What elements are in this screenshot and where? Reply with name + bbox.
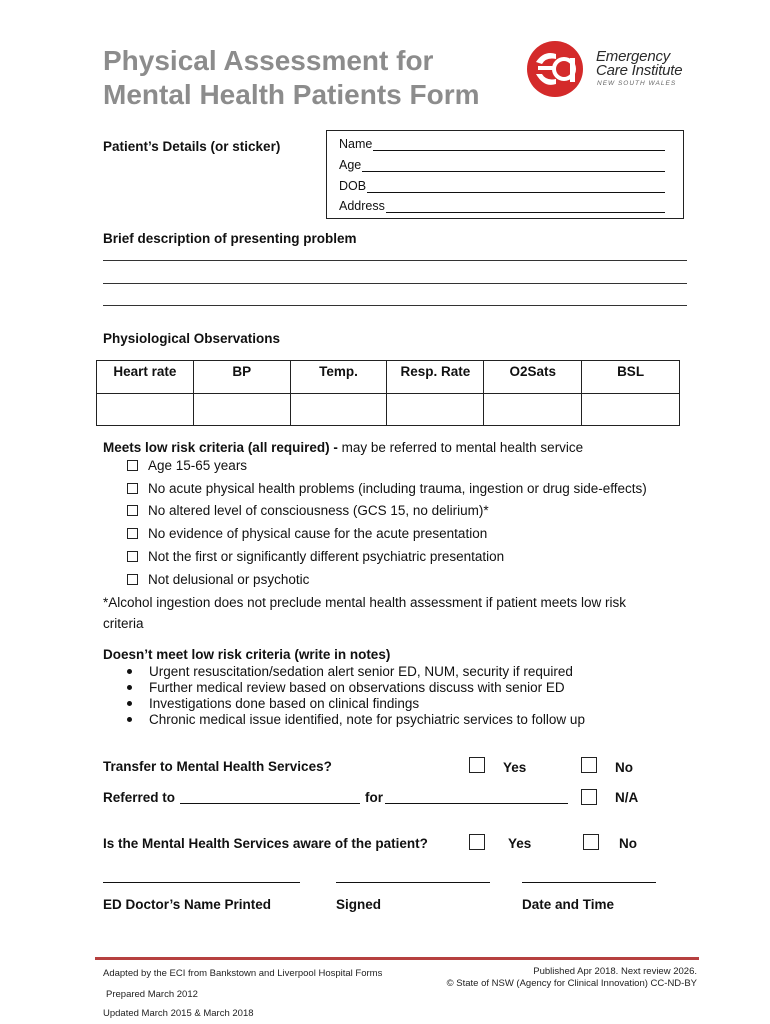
patient-details-label: Patient’s Details (or sticker) [103,139,281,154]
observations-table [96,360,680,426]
low-risk-item-label: No altered level of consciousness (GCS 15, no delirium)* [148,503,489,518]
eci-logo [526,40,696,98]
page-title [103,44,480,112]
publication-info [447,966,697,990]
aware-no-label: No [619,836,637,851]
low-risk-item[interactable] [127,549,504,564]
list-item-label: Chronic medical issue identified, note for psychiatric services to follow up [149,712,585,727]
adapted-text: Adapted by the ECI from Bankstown and Liverpool Hospital Forms [103,968,383,979]
name-label: Name [339,137,373,151]
low-risk-heading [103,440,583,455]
alcohol-note-line-2: criteria [103,616,144,631]
o2sats-header: O2Sats [484,361,582,394]
low-risk-item[interactable] [127,481,647,496]
low-risk-item-label: Not the first or significantly different psychiatric presentation [148,549,505,564]
list-item-label: Further medical review based on observations discuss with senior ED [149,680,565,695]
resp-rate-header: Resp. Rate [387,361,484,394]
referred-to-label: Referred to [103,790,176,805]
presenting-problem-label: Brief description of presenting problem [103,231,357,246]
patient-details-box [326,130,684,219]
logo-text [596,50,682,78]
low-risk-item[interactable] [127,458,247,473]
title-line-2: Mental Health Patients Form [103,79,480,110]
copyright-text: © State of NSW (Agency for Clinical Innovation) CC-ND-BY [446,978,697,989]
observations-label: Physiological Observations [103,331,281,346]
address-field[interactable] [339,199,665,213]
not-low-risk-heading: Doesn’t meet low risk criteria (write in notes) [103,647,391,662]
bsl-header: BSL [582,361,680,394]
bp-cell[interactable] [193,394,290,426]
bp-header: BP [193,361,290,394]
temp-header: Temp. [290,361,387,394]
bullet-icon [127,717,132,722]
dob-field[interactable] [339,179,665,193]
checkbox-icon[interactable] [127,528,138,539]
low-risk-heading-bold: Meets low risk criteria (all required) - [103,440,338,455]
age-field[interactable] [339,158,665,172]
list-item [127,696,419,711]
doctor-name-field[interactable] [103,882,300,883]
prepared-text: Prepared March 2012 [106,989,198,1000]
list-item [127,712,585,727]
transfer-no-label: No [615,760,633,775]
o2sats-cell[interactable] [484,394,582,426]
published-text: Published Apr 2018. Next review 2026. [533,966,697,977]
signature-field[interactable] [336,882,490,883]
low-risk-item-label: No acute physical health problems (including trauma, ingestion or drug side-effects) [148,481,647,496]
logo-line-1: Emergency [596,48,671,65]
observations-header-row [97,361,680,394]
presenting-line-2[interactable] [103,283,687,284]
dob-label: DOB [339,179,367,193]
low-risk-item-label: Not delusional or psychotic [148,572,310,587]
title-line-1: Physical Assessment for [103,45,434,76]
doctor-name-label: ED Doctor’s Name Printed [103,897,272,912]
observations-value-row [97,394,680,426]
list-item-label: Investigations done based on clinical findings [149,696,420,711]
updated-text: Updated March 2015 & March 2018 [103,1008,254,1019]
bsl-cell[interactable] [582,394,680,426]
logo-line-3: NEW SOUTH WALES [597,80,677,87]
presenting-line-1[interactable] [103,260,687,261]
transfer-yes-checkbox[interactable] [469,757,485,773]
alcohol-note [103,592,626,634]
referred-to-field[interactable] [180,803,360,804]
aware-no-checkbox[interactable] [583,834,599,850]
aware-yes-label: Yes [508,836,532,851]
name-field[interactable] [339,137,665,151]
checkbox-icon[interactable] [127,551,138,562]
low-risk-heading-rest: may be referred to mental health service [337,440,584,455]
eci-logo-mark-icon [526,40,588,98]
footer-divider [95,957,699,960]
list-item-label: Urgent resuscitation/sedation alert senior ED, NUM, security if required [149,664,573,679]
resp-rate-cell[interactable] [387,394,484,426]
na-label: N/A [615,790,639,805]
heart-rate-cell[interactable] [97,394,194,426]
bullet-icon [127,701,132,706]
checkbox-icon[interactable] [127,460,138,471]
low-risk-item-label: No evidence of physical cause for the acute presentation [148,526,488,541]
low-risk-item[interactable] [127,572,309,587]
address-label: Address [339,199,385,213]
checkbox-icon[interactable] [127,483,138,494]
date-time-label: Date and Time [522,897,615,912]
transfer-question: Transfer to Mental Health Services? [103,759,332,774]
low-risk-item[interactable] [127,503,489,518]
list-item [127,680,565,695]
date-time-field[interactable] [522,882,656,883]
bullet-icon [127,669,132,674]
for-label: for [365,790,383,805]
logo-line-2: Care Institute [596,62,683,79]
for-field[interactable] [385,803,568,804]
aware-question: Is the Mental Health Services aware of the patient? [103,836,428,851]
transfer-no-checkbox[interactable] [581,757,597,773]
age-label: Age [339,158,362,172]
temp-cell[interactable] [290,394,387,426]
heart-rate-header: Heart rate [97,361,194,394]
alcohol-note-line-1: *Alcohol ingestion does not preclude mental health assessment if patient meets low risk [103,595,627,610]
presenting-line-3[interactable] [103,305,687,306]
aware-yes-checkbox[interactable] [469,834,485,850]
na-checkbox[interactable] [581,789,597,805]
checkbox-icon[interactable] [127,505,138,516]
signed-label: Signed [336,897,382,912]
checkbox-icon[interactable] [127,574,138,585]
list-item [127,664,573,679]
transfer-yes-label: Yes [503,760,527,775]
bullet-icon [127,685,132,690]
low-risk-item-label: Age 15-65 years [148,458,248,473]
low-risk-item[interactable] [127,526,487,541]
